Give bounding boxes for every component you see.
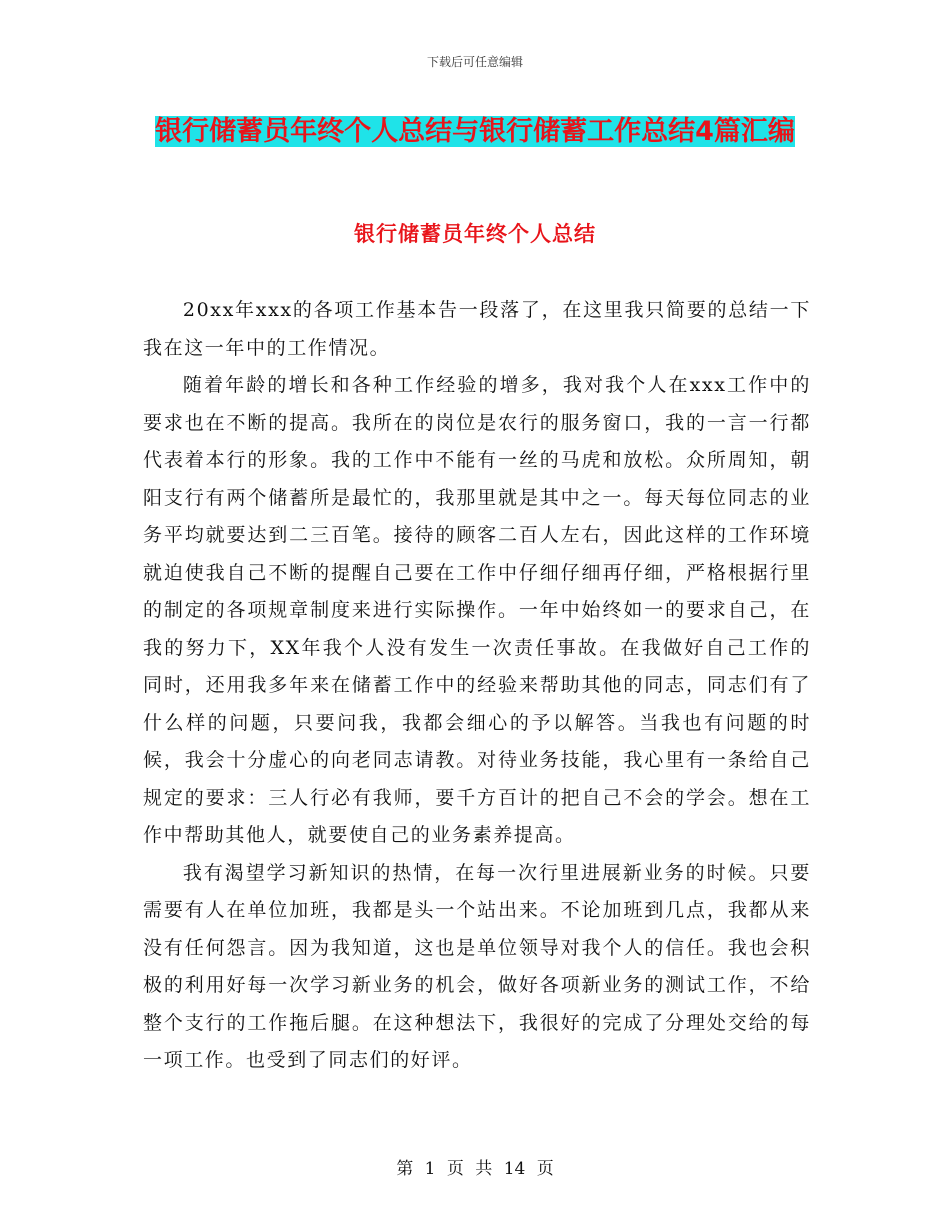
page-number: 第 1 页 共 14 页 (396, 1159, 554, 1179)
section-title: 银行储蓄员年终个人总结 (354, 222, 596, 246)
document-title-text: 银行储蓄员年终个人总结与银行储蓄工作总结4篇汇编 (155, 116, 795, 147)
paragraph: 20xx年xxx的各项工作基本告一段落了，在这里我只简要的总结一下我在这一年中的工作情况。 (143, 299, 811, 359)
paragraph: 随着年龄的增长和各种工作经验的增多，我对我个人在xxx工作中的要求也在不断的提高。我所在的岗位是农行的服务窗口，我的一言一行都代表着本行的形象。我的工作中不能有一丝的马虎和放松。众所周知，朝阳支行有两个储蓄所是最忙的，我那里就是其中之一。每天每位同志的业务平均就要达到二三百笔。接待的顾客二百人左右，因此这样的工作环境就迫使我自己不断的提醒自己要在工作中仔细仔细再仔细，严格根据行里的制定的各项规章制度来进行实际操作。一年中始终如一的要求自己，在我的努力下，XX年我个人没有发生一次责任事故。在我做好自己工作的同时，还用我多年来在储蓄工作中的经验来帮助其他的同志，同志们有了什么样的问题，只要问我，我都会细心的予以解答。当我也有问题的时候，我会十分虚心的向老同志请教。对待业务技能，我心里有一条给自己规定的要求：三人行必有我师，要千方百计的把自己不会的学会。想在工作中帮助其他人，就要使自己的业务素养提高。 (143, 374, 811, 846)
paragraph: 我有渴望学习新知识的热情，在每一次行里进展新业务的时候。只要需要有人在单位加班，我都是头一个站出来。不论加班到几点，我都从来没有任何怨言。因为我知道，这也是单位领导对我个人的信任。我也会积极的利用好每一次学习新业务的机会，做好各项新业务的测试工作，不给整个支行的工作拖后腿。在这种想法下，我很好的完成了分理处交给的每一项工作。也受到了同志们的好评。 (143, 861, 811, 1071)
document-body (143, 292, 811, 1080)
document-title (140, 108, 810, 156)
page-header-note: 下载后可任意编辑 (426, 55, 523, 69)
